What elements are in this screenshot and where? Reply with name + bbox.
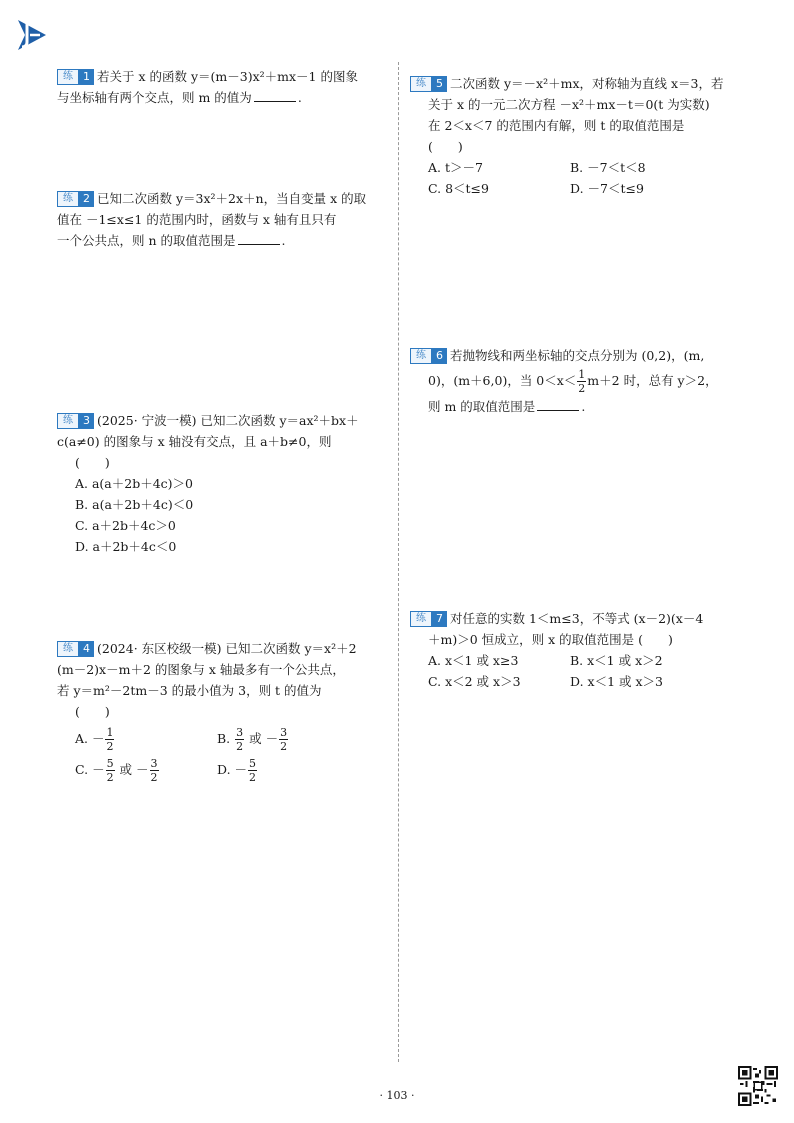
- option-c: C. － $\frac{5}{2}$ 或 － $\frac{3}{2}$: [75, 757, 158, 784]
- answer-blank: [254, 89, 296, 102]
- option-a: A. t＞－7: [428, 160, 483, 175]
- option-a: A. － $\frac{1}{2}$: [75, 726, 114, 753]
- answer-blank: [238, 232, 280, 245]
- problem-badge: 练 2: [57, 191, 94, 207]
- answer-blank: [537, 398, 579, 411]
- page-number: · 103 ·: [379, 1089, 415, 1102]
- option-b: B. x＜1 或 x＞2: [570, 653, 663, 668]
- problem-badge: 练 1: [57, 69, 94, 85]
- problem-6: 练 6 若抛物线和两坐标轴的交点分别为 (0,2)，(m, 0)，(m＋6,0)，当 0＜x＜ $\frac{1}{2}$ m＋2 时，总有 y＞2， 则 m 的取值范围是 .: [410, 344, 750, 419]
- problem-badge: 练 5: [410, 76, 447, 92]
- problem-7: 练 7 对任意的实数 1＜m≤3，不等式 (x－2)(x－4 ＋m)＞0 恒成立，则 x 的取值范围是 ( ) A. x＜1 或 x≥3 B. x＜1 或 x＞2 C. x＜2 或 x＞3 D. x＜1 或 x＞3: [410, 608, 750, 692]
- option-b: B. $\frac{3}{2}$ 或 － $\frac{3}{2}$: [217, 726, 288, 753]
- option-d: D. －7＜t≤9: [570, 181, 644, 196]
- option-d: D. x＜1 或 x＞3: [570, 674, 663, 689]
- option-c: C. 8＜t≤9: [428, 181, 489, 196]
- publisher-logo: [16, 18, 48, 52]
- problem-badge: 练 7: [410, 611, 447, 627]
- problem-2: 练 2 已知二次函数 y＝3x²＋2x＋n，当自变量 x 的取 值在 －1≤x≤1 的范围内时，函数与 x 轴有且只有 一个公共点，则 n 的取值范围是 .: [57, 191, 367, 248]
- column-divider: [398, 62, 399, 1062]
- option-b: B. a(a＋2b＋4c)＜0: [75, 497, 194, 512]
- problem-3: 练 3 (2025· 宁波一模) 已知二次函数 y＝ax²＋bx＋ c(a≠0) 的图象与 x 轴没有交点，且 a＋b≠0，则 ( ) A. a(a＋2b＋4c)＞0 B. a(a＋2b＋4c)＜0 C. a＋2b＋4c＞0 D. a＋2b＋4c＜0: [57, 410, 389, 557]
- qr-code[interactable]: [738, 1066, 778, 1106]
- problem-badge: 练 4: [57, 641, 94, 657]
- problem-4: 练 4 (2024· 东区校级一模) 已知二次函数 y＝x²＋2 (m－2)x－m＋2 的图象与 x 轴最多有一个公共点， 若 y＝m²－2tm－3 的最小值为 3，则 t 的值为 ( ) A. － $\frac{1}{2}$ B. $\frac{3}{2}$ 或 － $\frac{3}{2}$ C. － $\frac{5}{2}$ 或 － $\frac{3}{2}$ D. － $\frac{5}{2}$: [57, 638, 389, 784]
- problem-5: 练 5 二次函数 y＝－x²＋mx，对称轴为直线 x＝3，若 关于 x 的一元二次方程 －x²＋mx－t＝0(t 为实数) 在 2＜x＜7 的范围内有解，则 t 的取值范围是 ( ) A. t＞－7 B. －7＜t＜8 C. 8＜t≤9 D. －7＜t≤9: [410, 73, 750, 199]
- option-c: C. x＜2 或 x＞3: [428, 674, 521, 689]
- problem-badge: 练 3: [57, 413, 94, 429]
- option-d: D. a＋2b＋4c＜0: [75, 539, 177, 554]
- option-a: A. a(a＋2b＋4c)＞0: [75, 476, 193, 491]
- option-d: D. － $\frac{5}{2}$: [217, 757, 257, 784]
- option-c: C. a＋2b＋4c＞0: [75, 518, 176, 533]
- problem-badge: 练 6: [410, 348, 447, 364]
- problem-1: 练 1 若关于 x 的函数 y＝(m－3)x²＋mx－1 的图象 与坐标轴有两个交点，则 m 的值为 .: [57, 69, 358, 105]
- option-b: B. －7＜t＜8: [570, 160, 646, 175]
- option-a: A. x＜1 或 x≥3: [428, 653, 519, 668]
